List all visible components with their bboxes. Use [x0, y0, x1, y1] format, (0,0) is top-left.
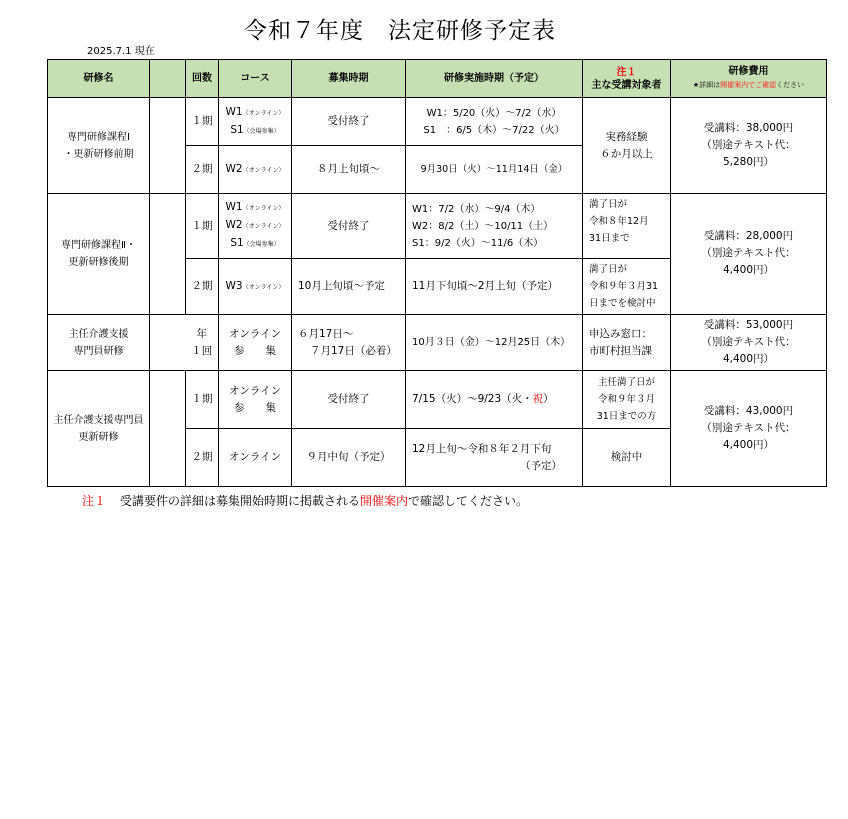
- target-line: 令和９年３月: [597, 394, 655, 405]
- round-line: 年: [196, 327, 207, 340]
- fee-cell: [671, 194, 827, 315]
- blank-cell: [150, 98, 186, 194]
- recruit-line: ６月17日～: [298, 327, 354, 340]
- course-line: 参 集: [234, 401, 276, 414]
- target-line: 主任満了日が: [597, 377, 655, 388]
- fee-cell: [671, 371, 827, 487]
- course-cell: [219, 98, 292, 146]
- training-schedule-table: [47, 59, 827, 487]
- training-name-line: 主任介護支援専門員: [53, 414, 144, 426]
- fee-line: （別途テキスト代：: [701, 139, 796, 151]
- target-line: 満了日が: [589, 264, 628, 275]
- recruit-cell: 受付終了: [292, 371, 406, 429]
- recruit-line: ７月17日（必着）: [310, 344, 397, 357]
- course-cell: [219, 194, 292, 259]
- target-line: 満了日が: [589, 199, 628, 210]
- course-cell: [219, 371, 292, 429]
- course-tag: （オンライン）: [242, 109, 285, 117]
- target-line: 令和８年12月: [589, 216, 649, 227]
- course-tag: （オンライン）: [242, 223, 285, 230]
- col-header-target: [583, 60, 671, 98]
- training-name-cell: [48, 315, 150, 371]
- schedule-cell: [406, 371, 583, 429]
- training-name-line: 更新研修: [78, 431, 119, 443]
- fee-line: 受講料：43,000円: [703, 405, 794, 417]
- target-line: 31日までの方: [596, 411, 657, 422]
- col-header-name: 研修名: [48, 60, 150, 98]
- course-cell: オンライン: [219, 429, 292, 487]
- recruit-cell: 受付終了: [292, 194, 406, 259]
- footnote: [82, 492, 528, 509]
- course-cell: [219, 315, 292, 371]
- training-name-line: 更新研修後期: [68, 257, 129, 268]
- round-line: １回: [191, 344, 213, 357]
- course-line: オンライン: [228, 327, 282, 340]
- course-tag: （オンライン）: [242, 283, 285, 291]
- fee-line: 4,400円）: [722, 439, 775, 451]
- schedule-cell: 10月３日（金）～12月25日（木）: [406, 315, 583, 371]
- schedule-cell: 9月30日（火）～11月14日（金）: [406, 146, 583, 194]
- blank-cell: [150, 194, 186, 315]
- schedule-line: W1：5/20（火）～7/2（水）: [426, 107, 562, 119]
- course-code: W1: [225, 201, 243, 213]
- schedule-text: 7/15（火）～9/23（火・: [412, 393, 533, 405]
- col-header-schedule: 研修実施時期（予定）: [406, 60, 583, 98]
- target-line: 市町村担当課: [589, 344, 652, 357]
- round-cell: [186, 315, 219, 371]
- schedule-cell: [406, 98, 583, 146]
- target-cell: [583, 259, 671, 315]
- page-title: 令和７年度 法定研修予定表: [244, 18, 556, 44]
- course-code: W2: [225, 162, 243, 175]
- training-name-cell: [48, 194, 150, 315]
- course-cell: [219, 259, 292, 315]
- target-line: ６か月以上: [600, 147, 653, 160]
- col-header-round: 回数: [186, 60, 219, 98]
- recruit-cell: 10月上旬頃～予定: [292, 259, 406, 315]
- round-cell: １期: [186, 371, 219, 429]
- target-line: 31日まで: [589, 233, 630, 244]
- as-of-date: 2025.7.1 現在: [87, 46, 155, 57]
- round-cell: ２期: [186, 146, 219, 194]
- target-line: 申込み窓口：: [589, 327, 652, 340]
- fee-sub-pre: ★詳細は: [692, 81, 721, 89]
- training-name-cell: [48, 371, 150, 487]
- target-cell: 検討中: [583, 429, 671, 487]
- col-header-fee: [671, 60, 827, 98]
- col-header-recruit: 募集時期: [292, 60, 406, 98]
- fee-cell: [671, 98, 827, 194]
- fee-header-label: 研修費用: [728, 66, 769, 77]
- fee-line: （別途テキスト代：: [701, 422, 796, 434]
- footnote-label: 注１: [82, 494, 107, 508]
- schedule-line: 12月上旬～令和８年２月下旬: [412, 442, 552, 455]
- schedule-line: W2：8/2（土）～10/11（土）: [412, 220, 554, 232]
- table-row: [48, 194, 827, 259]
- fee-line: 4,400円）: [722, 353, 775, 365]
- training-name-line: 主任介護支援: [68, 328, 129, 340]
- training-name-line: 専門研修課程Ⅱ・: [61, 240, 136, 251]
- blank-cell: [150, 371, 186, 487]
- blank-cell: [150, 315, 186, 371]
- recruit-cell: [292, 315, 406, 371]
- col-header-blank: [150, 60, 186, 98]
- fee-line: 5,280円）: [722, 156, 775, 168]
- course-line: 参 集: [234, 344, 276, 357]
- recruit-cell: ９月中旬（予定）: [292, 429, 406, 487]
- target-cell: [583, 371, 671, 429]
- course-tag: （会場参集）: [243, 127, 280, 135]
- fee-cell: [671, 315, 827, 371]
- course-code: W2: [225, 219, 243, 231]
- footnote-text: で確認してください。: [408, 494, 529, 508]
- fee-line: 受講料：53,000円: [703, 319, 794, 331]
- fee-header-sub: [693, 81, 804, 89]
- round-cell: ２期: [186, 429, 219, 487]
- schedule-cell: 11月下旬頃～2月上旬（予定）: [406, 259, 583, 315]
- target-line: 令和９年３月31: [589, 281, 659, 292]
- header-row: [48, 60, 827, 98]
- schedule-line: S1：9/2（火）～11/6（木）: [412, 237, 544, 249]
- schedule-line: S1 ：6/5（木）～7/22（火）: [423, 124, 565, 136]
- footnote-link[interactable]: 開催案内: [360, 494, 409, 508]
- fee-line: 受講料：38,000円: [703, 122, 794, 134]
- course-tag: （オンライン）: [242, 166, 285, 174]
- fee-line: （別途テキスト代：: [701, 247, 796, 259]
- schedule-cell: [406, 429, 583, 487]
- footnote-text: 受講要件の詳細は募集開始時期に掲載される: [120, 494, 361, 508]
- target-header-label: 主な受講対象者: [591, 79, 662, 91]
- fee-sub-red-link[interactable]: 開催案内でご確認: [720, 81, 777, 89]
- table-row: [48, 315, 827, 371]
- course-code: S1: [230, 237, 244, 249]
- round-cell: １期: [186, 98, 219, 146]
- course-code: W3: [225, 279, 243, 292]
- training-name-cell: [48, 98, 150, 194]
- note-marker: 注１: [616, 66, 637, 78]
- fee-sub-post: ください: [776, 81, 805, 89]
- col-header-course: コース: [219, 60, 292, 98]
- table-row: [48, 371, 827, 429]
- round-cell: １期: [186, 194, 219, 259]
- schedule-line: W1：7/2（水）～9/4（木）: [412, 203, 541, 215]
- fee-line: 受講料：28,000円: [703, 230, 794, 242]
- course-line: オンライン: [228, 384, 282, 397]
- target-cell: [583, 194, 671, 259]
- recruit-cell: 受付終了: [292, 98, 406, 146]
- target-cell: [583, 98, 671, 194]
- fee-line: （別途テキスト代：: [701, 336, 796, 348]
- target-cell: [583, 315, 671, 371]
- course-code: W1: [225, 105, 243, 118]
- training-name-line: 専門員研修: [73, 345, 124, 357]
- training-name-line: 専門研修課程Ⅰ: [67, 131, 130, 143]
- table-row: [48, 98, 827, 146]
- schedule-line: （予定）: [520, 459, 562, 472]
- target-line: 日までを検討中: [589, 298, 656, 309]
- fee-line: 4,400円）: [722, 264, 775, 276]
- training-name-line: ・更新研修前期: [63, 148, 134, 160]
- round-cell: ２期: [186, 259, 219, 315]
- holiday-mark: 祝: [532, 393, 544, 405]
- course-cell: [219, 146, 292, 194]
- course-tag: （会場参集）: [243, 241, 280, 248]
- course-code: S1: [230, 123, 244, 136]
- schedule-cell: [406, 194, 583, 259]
- course-tag: （オンライン）: [242, 205, 285, 212]
- target-line: 実務経験: [605, 130, 648, 143]
- recruit-cell: ８月上旬頃～: [292, 146, 406, 194]
- schedule-text: ）: [543, 393, 554, 405]
